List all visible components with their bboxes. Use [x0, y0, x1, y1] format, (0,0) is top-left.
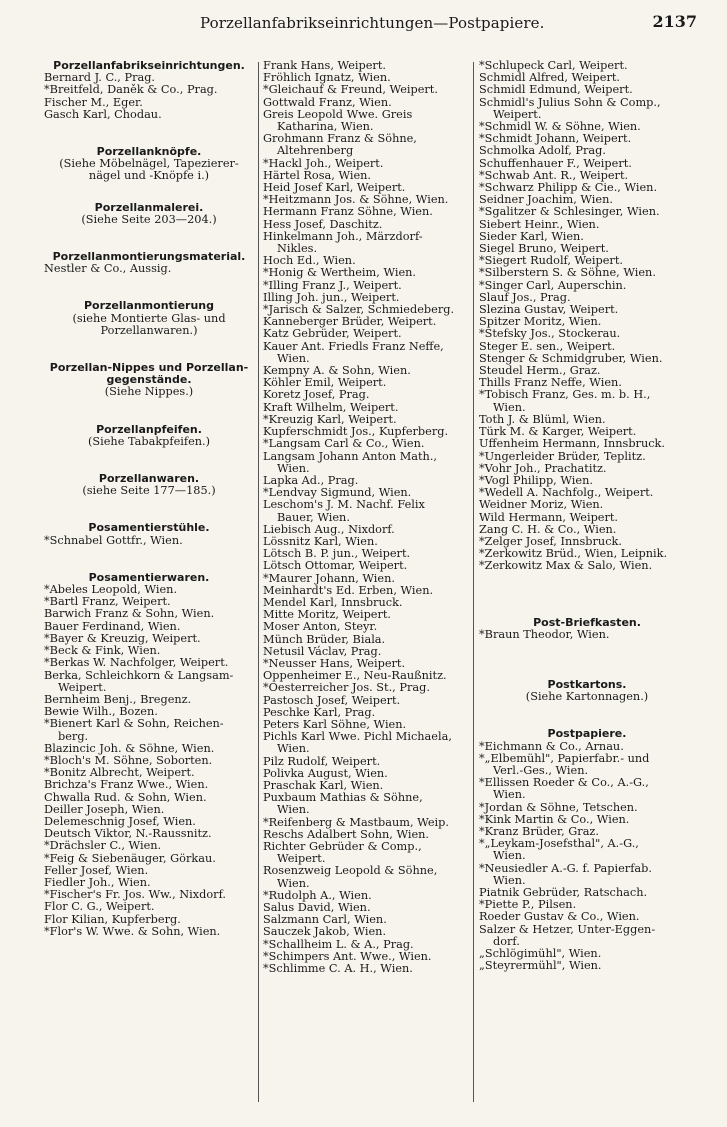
directory-entry: [263, 499, 469, 523]
directory-entry: [479, 838, 695, 862]
entry-line: Salzer & Hetzer, Unter-Eggen-: [479, 922, 656, 936]
entry-line: Schmidl Edmund, Weipert.: [479, 83, 633, 97]
entry-line: Greis Leopold Wwe. Greis: [263, 107, 413, 121]
entry-line: Lötsch Ottomar, Weipert.: [263, 559, 408, 573]
directory-entry: [44, 84, 254, 96]
entry-line: *Singer Carl, Auperschin.: [479, 278, 627, 292]
entry-line: Salus David, Wien.: [263, 901, 371, 915]
entry-line: Roeder Gustav & Co., Wien.: [479, 910, 640, 924]
directory-entry: [263, 158, 469, 170]
cross-reference: [44, 436, 254, 448]
directory-entry: [479, 158, 695, 170]
entry-line: (Siehe Möbelnägel, Tapezierer-: [59, 157, 239, 171]
directory-entry: [263, 573, 469, 585]
section-gap: [479, 598, 695, 617]
entry-line: Türk M. & Karger, Weipert.: [479, 425, 637, 439]
entry-line: *Zerkowitz Max & Salo, Wien.: [479, 559, 653, 573]
directory-entry: [263, 219, 469, 231]
directory-entry: [479, 206, 695, 218]
directory-entry: [479, 777, 695, 801]
cross-reference: [479, 691, 695, 703]
directory-entry: [263, 926, 469, 938]
entry-line: *Abeles Leopold, Wien.: [44, 583, 178, 597]
directory-entry: [44, 535, 254, 547]
column-1: [44, 60, 254, 938]
directory-entry: [44, 109, 254, 121]
directory-entry: [479, 753, 695, 777]
section-heading: Postkartons.: [547, 677, 627, 691]
entry-line: *Jordan & Söhne, Tetschen.: [479, 800, 638, 814]
entry-line: Chwalla Rud. & Sohn, Wien.: [44, 790, 207, 804]
entry-line: *Siegert Rudolf, Weipert.: [479, 254, 623, 268]
entry-line: *Sgalitzer & Schlesinger, Wien.: [479, 205, 660, 219]
directory-entry: [263, 389, 469, 401]
entry-line: *Schmidl W. & Söhne, Wien.: [479, 120, 641, 134]
entry-line: *Illing Franz J., Weipert.: [263, 278, 402, 292]
directory-entry: [44, 263, 254, 275]
entry-line: Steger E. sen., Weipert.: [479, 339, 616, 353]
directory-entry: [263, 560, 469, 572]
entry-line: *Kreuzig Karl, Weipert.: [263, 412, 397, 426]
entry-line: *Bloch's M. Söhne, Soborten.: [44, 753, 213, 767]
entry-line: *Bayer & Kreuzig, Weipert.: [44, 631, 201, 645]
entry-line: *Jarisch & Salzer, Schmiedeberg.: [263, 303, 455, 317]
entry-line: Oppenheimer E., Neu-Raußnitz.: [263, 669, 447, 683]
entry-line: (siehe Montierte Glas- und: [72, 311, 226, 325]
entry-line: Verl.-Ges., Wien.: [493, 763, 589, 777]
entry-line: Uffenheim Hermann, Innsbruck.: [479, 437, 665, 451]
entry-line: Weipert.: [58, 680, 107, 694]
directory-entry: [263, 621, 469, 633]
entry-line: Thills Franz Neffe, Wien.: [479, 376, 622, 390]
directory-entry: [479, 863, 695, 887]
entry-line: Moser Anton, Steyr.: [263, 620, 378, 634]
entry-line: Praschak Karl, Wien.: [263, 778, 384, 792]
entry-line: *Schmidt Johann, Weipert.: [479, 132, 632, 146]
entry-line: „Schlögimühl", Wien.: [479, 947, 602, 960]
section-gap: [479, 573, 695, 598]
entry-line: Mitte Moritz, Weipert.: [263, 608, 392, 622]
entry-line: *Bonitz Albrecht, Weipert.: [44, 766, 195, 780]
directory-entry: [479, 960, 695, 972]
directory-entry: [479, 438, 695, 450]
entry-line: Weipert.: [277, 852, 326, 866]
entry-line: Flor C. G., Weipert.: [44, 900, 155, 914]
directory-entry: [263, 109, 469, 133]
directory-entry: [44, 840, 254, 852]
entry-line: *Vohr Joh., Prachatitz.: [479, 461, 607, 475]
entry-line: *Flor's W. Wwe. & Sohn, Wien.: [44, 924, 221, 938]
cross-reference: [44, 386, 254, 398]
cross-reference: [44, 158, 254, 182]
directory-entry: [263, 756, 469, 768]
entry-line: Kauer Ant. Friedls Franz Neffe,: [263, 339, 444, 353]
section-heading: Posamentierwaren.: [88, 570, 210, 584]
entry-line: Wien.: [277, 461, 310, 475]
entry-line: Grohmann Franz & Söhne,: [263, 132, 417, 146]
entry-line: *Schwab Ant. R., Weipert.: [479, 168, 629, 182]
entry-line: *Schnabel Gottfr., Wien.: [44, 533, 183, 547]
entry-line: *„Leykam-Josefsthal", A.-G.,: [479, 837, 639, 851]
entry-line: Stenger & Schmidgruber, Wien.: [479, 351, 663, 365]
section-gap: [44, 275, 254, 300]
entry-line: *Reifenberg & Mastbaum, Weip.: [263, 815, 449, 829]
entry-line: *Zerkowitz Brüd., Wien, Leipnik.: [479, 547, 668, 561]
entry-line: Kraft Wilhelm, Weipert.: [263, 400, 399, 414]
entry-line: Wien.: [277, 803, 310, 817]
section-gap: [44, 448, 254, 473]
entry-line: *Bienert Karl & Sohn, Reichen-: [44, 717, 224, 731]
entry-line: *Schimpers Ant. Wwe., Wien.: [263, 949, 432, 963]
section-heading: Porzellanmontierungsmaterial.: [52, 250, 246, 264]
section-heading: Post-Briefkasten.: [533, 615, 641, 629]
entry-line: Toth J. & Blüml, Wien.: [479, 412, 606, 426]
section-heading: Porzellanmalerei.: [94, 200, 204, 214]
directory-entry: [479, 924, 695, 948]
directory-entry: [479, 389, 695, 413]
entry-line: Deiller Joseph, Wien.: [44, 802, 165, 816]
entry-line: (Siehe Kartonnagen.): [525, 690, 649, 704]
entry-line: Fröhlich Ignatz, Wien.: [263, 71, 391, 85]
entry-line: Kempny A. & Sohn, Wien.: [263, 364, 411, 378]
directory-entry: [263, 97, 469, 109]
entry-line: *„Elbemühl", Papierfabr.- und: [479, 751, 650, 765]
entry-line: Pilz Rudolf, Weipert.: [263, 754, 381, 768]
column-3: [479, 60, 695, 972]
entry-line: Hoch Ed., Wien.: [263, 254, 356, 268]
section-heading: Porzellanfabrikseinrichtungen.: [53, 59, 245, 72]
directory-entry: [479, 84, 695, 96]
entry-line: *Vogl Philipp, Wien.: [479, 473, 593, 487]
entry-line: Deutsch Viktor, N.-Raussnitz.: [44, 827, 212, 841]
entry-line: *Neusser Hans, Weipert.: [263, 656, 406, 670]
entry-line: Fiedler Joh., Wien.: [44, 875, 151, 889]
entry-line: Sieder Karl, Wien.: [479, 229, 584, 243]
entry-line: Sauczek Jakob, Wien.: [263, 925, 387, 939]
entry-line: Bewie Wilh., Bozen.: [44, 705, 158, 719]
entry-line: Kanneberger Brüder, Weipert.: [263, 315, 437, 329]
directory-entry: [479, 499, 695, 511]
directory-entry: [44, 670, 254, 694]
directory-entry: [263, 865, 469, 889]
section-heading: Porzellanpfeifen.: [96, 422, 202, 436]
entry-line: Slauf Jos., Prag.: [479, 290, 571, 304]
directory-entry: [263, 695, 469, 707]
entry-line: *Braun Theodor, Wien.: [479, 627, 610, 641]
directory-entry: [44, 853, 254, 865]
entry-line: (Siehe Tabakpfeifen.): [87, 434, 211, 448]
entry-line: Richter Gebrüder & Comp.,: [263, 840, 422, 853]
entry-line: *Rudolph A., Wien.: [263, 888, 372, 902]
entry-line: Blazincic Joh. & Söhne, Wien.: [44, 741, 215, 755]
entry-line: dorf.: [493, 934, 520, 948]
entry-line: *Wedell A. Nachfolg., Weipert.: [479, 486, 654, 500]
directory-entry: [263, 634, 469, 646]
section-heading: Porzellan-Nippes und Porzellan-: [49, 361, 249, 375]
entry-line: Langsam Johann Anton Math.,: [263, 449, 438, 463]
entry-line: Salzmann Carl, Wien.: [263, 913, 387, 927]
entry-line: *Bartl Franz, Weipert.: [44, 595, 171, 609]
directory-entry: [263, 792, 469, 816]
directory-entry: [263, 841, 469, 865]
section-gap: [44, 183, 254, 202]
entry-line: Bauer Ferdinand, Wien.: [44, 619, 181, 633]
directory-entry: [44, 792, 254, 804]
directory-entry: [479, 560, 695, 572]
entry-line: Heid Josef Karl, Weipert.: [263, 181, 406, 195]
entry-line: Nikles.: [277, 242, 318, 256]
cross-reference: [44, 313, 254, 337]
entry-line: Seidner Joachim, Wien.: [479, 193, 613, 207]
page-header: [0, 12, 727, 38]
entry-line: *Schlimme C. A. H., Wien.: [263, 962, 413, 976]
entry-line: Spitzer Moritz, Wien.: [479, 315, 602, 329]
entry-line: Illing Joh. jun., Weipert.: [263, 290, 400, 304]
directory-entry: [479, 145, 695, 157]
entry-line: *Hackl Joh., Weipert.: [263, 156, 384, 170]
directory-entry: [263, 133, 469, 157]
entry-line: Bernheim Benj., Bregenz.: [44, 692, 192, 706]
entry-line: *Kink Martin & Co., Wien.: [479, 812, 630, 826]
entry-line: *Feig & Siebenäuger, Görkau.: [44, 851, 216, 865]
directory-entry: [263, 817, 469, 829]
section-gap: [44, 399, 254, 424]
entry-line: Puxbaum Mathias & Söhne,: [263, 791, 423, 805]
entry-line: Bernard J. C., Prag.: [44, 71, 156, 85]
entry-line: Delemeschnig Josef, Wien.: [44, 814, 196, 828]
entry-line: Zang C. H. & Co., Wien.: [479, 522, 617, 536]
column-rule: [258, 62, 259, 1102]
entry-line: *Tobisch Franz, Ges. m. b. H.,: [479, 388, 651, 402]
entry-line: *Schwarz Philipp & Cie., Wien.: [479, 181, 658, 195]
directory-entry: [263, 451, 469, 475]
section-heading: Postpapiere.: [547, 727, 627, 741]
entry-line: *Lendvay Sigmund, Wien.: [263, 486, 412, 500]
directory-entry: [479, 328, 695, 340]
entry-line: Schmolka Adolf, Prag.: [479, 144, 606, 158]
entry-line: Hess Josef, Daschitz.: [263, 217, 383, 231]
entry-line: Liebisch Aug., Nixdorf.: [263, 522, 395, 536]
cross-reference: [44, 214, 254, 226]
directory-entry: [44, 608, 254, 620]
directory-entry: [263, 682, 469, 694]
entry-line: Weidner Moriz, Wien.: [479, 498, 604, 512]
entry-line: Weipert.: [493, 107, 542, 121]
entry-line: Gasch Karl, Chodau.: [44, 107, 162, 121]
entry-line: *Berkas W. Nachfolger, Weipert.: [44, 656, 229, 670]
entry-line: Wien.: [277, 742, 310, 756]
entry-line: *Maurer Johann, Wien.: [263, 571, 395, 585]
directory-entry: [263, 963, 469, 975]
directory-entry: [263, 231, 469, 255]
entry-line: *Zelger Josef, Innsbruck.: [479, 534, 622, 548]
entry-line: *Stefsky Jos., Stockerau.: [479, 327, 621, 341]
section-heading: Posamentierstühle.: [88, 521, 210, 535]
entry-line: Hermann Franz Söhne, Wien.: [263, 205, 433, 219]
entry-line: *Gleichauf & Freund, Weipert.: [263, 83, 438, 97]
directory-entry: [479, 911, 695, 923]
column-2: [263, 60, 469, 975]
section-heading: gegenstände.: [106, 373, 192, 387]
directory-entry: [44, 97, 254, 109]
entry-line: Wien.: [493, 873, 526, 887]
directory-entry: [479, 267, 695, 279]
entry-line: *Eichmann & Co., Arnau.: [479, 739, 624, 753]
entry-line: *Langsam Carl & Co., Wien.: [263, 437, 425, 451]
entry-line: Katz Gebrüder, Weipert.: [263, 327, 402, 341]
entry-line: (Siehe Seite 203—204.): [81, 212, 217, 226]
entry-line: Meinhardt's Ed. Erben, Wien.: [263, 583, 434, 597]
directory-entry: [44, 914, 254, 926]
entry-line: Slezina Gustav, Weipert.: [479, 303, 619, 317]
directory-entry: [44, 901, 254, 913]
entry-line: *Ungerleider Brüder, Teplitz.: [479, 449, 646, 463]
directory-entry: [44, 779, 254, 791]
entry-line: Rosenzweig Leopold & Söhne,: [263, 864, 438, 878]
entry-line: *Heitzmann Jos. & Söhne, Wien.: [263, 193, 449, 207]
entry-line: *Schallheim L. & A., Prag.: [263, 937, 414, 951]
entry-line: *Honig & Wertheim, Wien.: [263, 266, 417, 280]
entry-line: Pichls Karl Wwe. Pichl Michaela,: [263, 730, 452, 744]
section-gap: [44, 337, 254, 362]
entry-line: Wien.: [493, 849, 526, 863]
entry-line: *Fischer's Fr. Jos. Ww., Nixdorf.: [44, 888, 226, 902]
entry-line: Polivka August, Wien.: [263, 766, 388, 780]
entry-line: Katharina, Wien.: [277, 120, 374, 134]
page-number: 2137: [652, 12, 697, 31]
entry-line: Fischer M., Eger.: [44, 95, 143, 109]
entry-line: Netusil Václav, Prag.: [263, 644, 382, 658]
entry-line: Köhler Emil, Weipert.: [263, 376, 387, 390]
directory-entry: [44, 657, 254, 669]
directory-entry: [479, 512, 695, 524]
entry-line: Berka, Schleichkorn & Langsam-: [44, 668, 234, 682]
section-gap: [479, 666, 695, 679]
entry-line: Siegel Bruno, Weipert.: [479, 242, 609, 256]
entry-line: Härtel Rosa, Wien.: [263, 168, 372, 182]
entry-line: Altehrenberg: [277, 144, 354, 158]
entry-line: Schuffenhauer F., Weipert.: [479, 156, 632, 170]
entry-line: Schmidl Alfred, Weipert.: [479, 71, 620, 85]
entry-line: Wild Hermann, Weipert.: [479, 510, 619, 524]
entry-line: Kupferschmidt Jos., Kupferberg.: [263, 425, 449, 439]
directory-entry: [263, 939, 469, 951]
section-heading: Porzellanmontierung: [83, 299, 214, 313]
entry-line: Mendel Karl, Innsbruck.: [263, 595, 403, 609]
entry-line: Pastosch Josef, Weipert.: [263, 693, 401, 707]
entry-line: „Steyrermühl", Wien.: [479, 959, 602, 973]
entry-line: Münch Brüder, Biala.: [263, 632, 386, 646]
directory-entry: [479, 451, 695, 463]
directory-entry: [263, 438, 469, 450]
entry-line: Bauer, Wien.: [277, 510, 350, 524]
directory-entry: [44, 926, 254, 938]
entry-line: nägel und -Knöpfe i.): [88, 169, 210, 183]
entry-line: Peschke Karl, Prag.: [263, 705, 376, 719]
entry-line: Steudel Herm., Graz.: [479, 364, 601, 378]
entry-line: Porzellanwaren.): [100, 323, 198, 337]
section-gap: [479, 703, 695, 728]
entry-line: *Beck & Fink, Wien.: [44, 644, 161, 658]
entry-line: berg.: [58, 729, 89, 743]
entry-line: Lössnitz Karl, Wien.: [263, 534, 378, 548]
directory-entry: [479, 741, 695, 753]
running-title: Porzellanfabrikseinrichtungen—Postpapiere.: [200, 14, 545, 32]
entry-line: Peters Karl Söhne, Wien.: [263, 717, 407, 731]
section-gap: [44, 121, 254, 146]
entry-line: *Ellissen Roeder & Co., A.-G.,: [479, 776, 649, 790]
entry-line: *Piette P., Pilsen.: [479, 898, 577, 912]
entry-line: Schmidl's Julius Sohn & Comp.,: [479, 95, 661, 109]
section-gap: [44, 226, 254, 251]
directory-entry: [263, 84, 469, 96]
entry-line: *Oesterreicher Jos. St., Prag.: [263, 681, 430, 695]
entry-line: Barwich Franz & Sohn, Wien.: [44, 607, 215, 621]
directory-entry: [479, 97, 695, 121]
entry-line: Lapka Ad., Prag.: [263, 473, 359, 487]
directory-entry: [263, 267, 469, 279]
section-gap: [44, 497, 254, 522]
entry-line: Frank Hans, Weipert.: [263, 59, 386, 72]
entry-line: Nestler & Co., Aussig.: [44, 262, 172, 276]
entry-line: *Silberstern S. & Söhne, Wien.: [479, 266, 656, 280]
entry-line: (siehe Seite 177—185.): [82, 484, 216, 498]
directory-entry: [479, 629, 695, 641]
directory-entry: [263, 328, 469, 340]
section-heading: Porzellanwaren.: [98, 472, 200, 486]
entry-line: *Schlupeck Carl, Weipert.: [479, 59, 628, 72]
entry-line: Feller Josef, Wien.: [44, 863, 149, 877]
entry-line: Gottwald Franz, Wien.: [263, 95, 392, 109]
directory-entry: [44, 718, 254, 742]
section-gap: [44, 547, 254, 572]
entry-line: *Kranz Brüder, Graz.: [479, 824, 599, 838]
entry-line: Brichza's Franz Wwe., Wien.: [44, 778, 209, 792]
directory-entry: [479, 802, 695, 814]
entry-line: Lötsch B. P. jun., Weipert.: [263, 547, 411, 561]
entry-line: Wien.: [493, 788, 526, 802]
directory-entry: [263, 341, 469, 365]
entry-line: Wien.: [277, 876, 310, 890]
cross-reference: [44, 485, 254, 497]
entry-line: Reschs Adalbert Sohn, Wien.: [263, 827, 430, 841]
entry-line: Flor Kilian, Kupferberg.: [44, 912, 181, 926]
entry-line: Wien.: [277, 351, 310, 365]
entry-line: *Drächsler C., Wien.: [44, 839, 162, 853]
section-heading: Porzellanknöpfe.: [96, 145, 202, 159]
entry-line: *Neusiedler A.-G. f. Papierfab.: [479, 861, 652, 875]
entry-line: Piatnik Gebrüder, Ratschach.: [479, 885, 648, 899]
entry-line: Koretz Josef, Prag.: [263, 388, 370, 402]
directory-entry: [263, 206, 469, 218]
entry-line: (Siehe Nippes.): [104, 385, 194, 399]
entry-line: Hinkelmann Joh., Märzdorf-: [263, 229, 423, 243]
section-gap: [479, 641, 695, 666]
directory-entry: [479, 219, 695, 231]
column-rule: [473, 62, 474, 1102]
entry-line: Leschom's J. M. Nachf. Felix: [263, 498, 425, 512]
directory-entry: [263, 731, 469, 755]
entry-line: Siebert Heinr., Wien.: [479, 217, 600, 231]
entry-line: Wien.: [493, 400, 526, 414]
entry-line: *Breitfeld, Daněk & Co., Prag.: [44, 83, 218, 97]
